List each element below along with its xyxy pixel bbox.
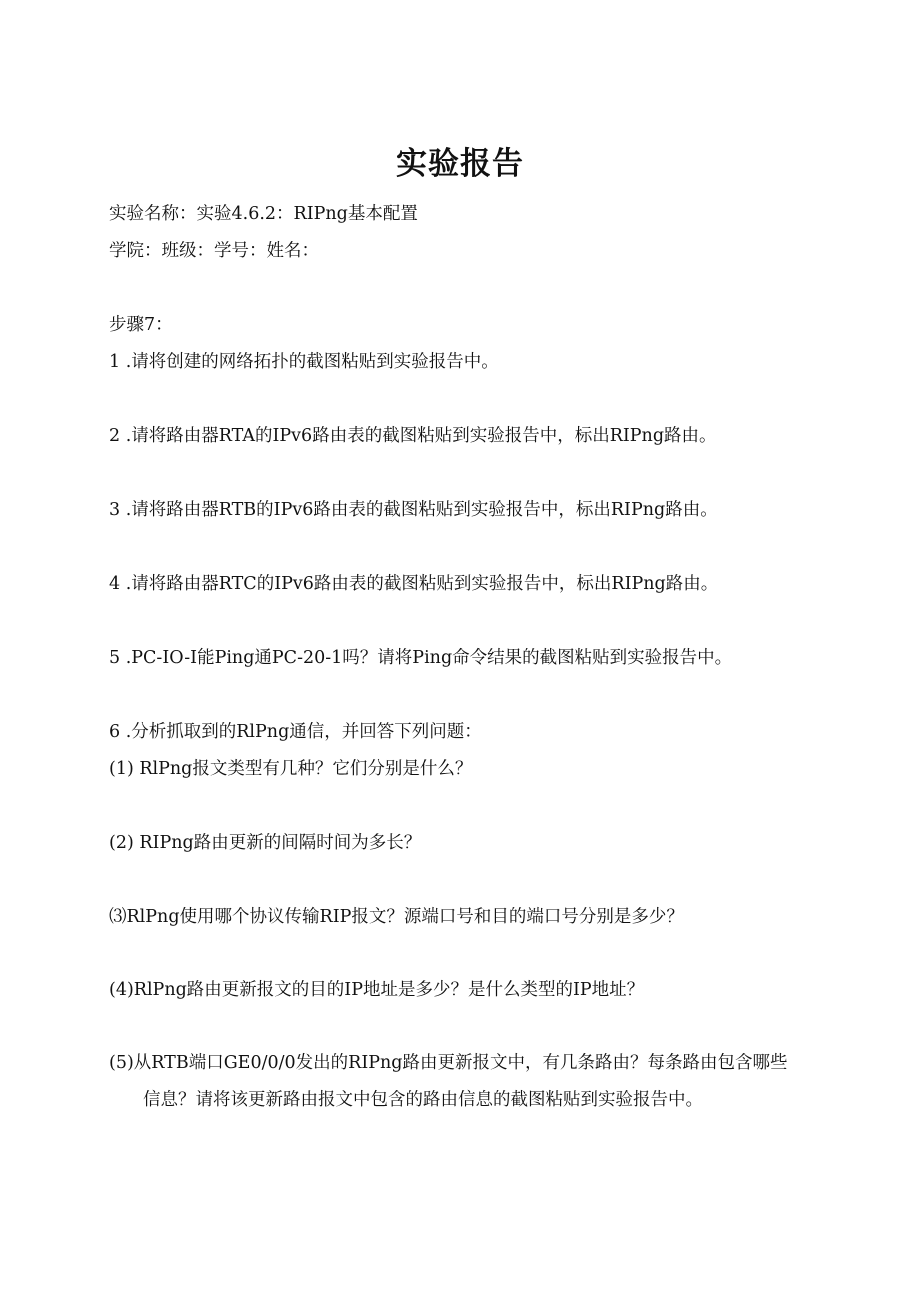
question-2: (2) RIPng路由更新的间隔时间为多长？ [109,833,422,853]
item-1: 1 .请将创建的网络拓扑的截图粘贴到实验报告中。 [109,352,499,372]
page-title: 实验报告 [396,146,524,182]
item-4: 4 .请将路由器RTC的IPv6路由表的截图粘贴到实验报告中，标出RIPng路由。 [109,574,719,594]
item-3: 3 .请将路由器RTB的IPv6路由表的截图粘贴到实验报告中，标出RIPng路由。 [109,500,718,520]
student-info: 学院：班级：学号：姓名： [109,241,319,261]
question-3: ⑶RlPng使用哪个协议传输RIP报文？源端口号和目的端口号分别是多少？ [109,907,684,927]
question-5: (5)从RTB端口GE0/0/0发出的RIPng路由更新报文中，有几条路由？每条路由包含哪些 [109,1053,788,1073]
step-heading: 步骤7： [109,315,173,335]
experiment-name: 实验名称：实验4.6.2：RIPng基本配置 [109,204,418,224]
question-5-continued: 信息？请将该更新路由报文中包含的路由信息的截图粘贴到实验报告中。 [143,1090,703,1110]
item-2: 2 .请将路由器RTA的IPv6路由表的截图粘贴到实验报告中，标出RIPng路由。 [109,426,717,446]
item-6: 6 .分析抓取到的RlPng通信，并回答下列问题： [109,722,482,742]
question-1: (1) RlPng报文类型有几种？它们分别是什么？ [109,759,473,779]
item-5: 5 .PC-IO-I能Ping通PC-20-1吗？请将Ping命令结果的截图粘贴到实验报告中。 [109,648,733,668]
question-4: (4)RlPng路由更新报文的目的IP地址是多少？是什么类型的IP地址？ [109,980,645,1000]
